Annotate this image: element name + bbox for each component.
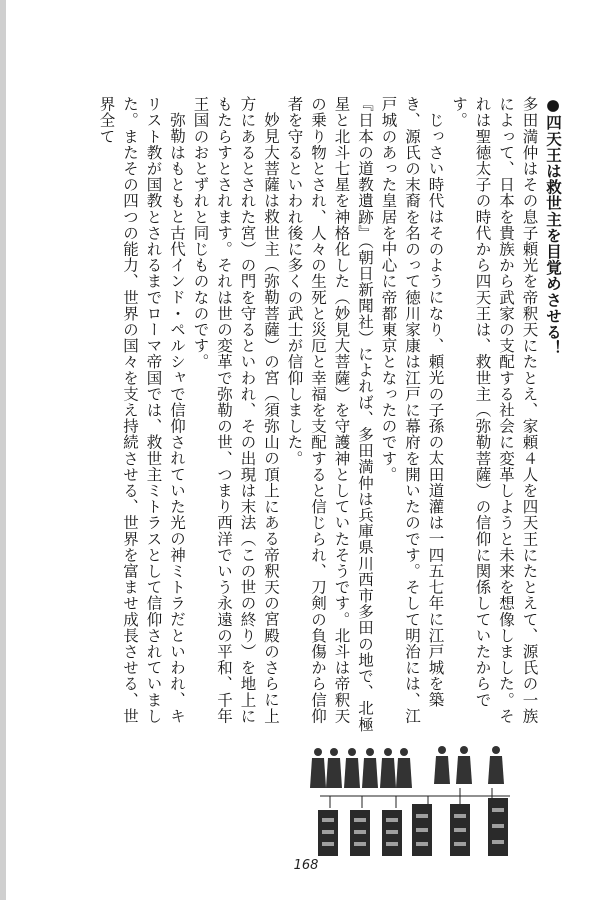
figure-2 — [326, 748, 342, 788]
paragraph-4: 妙見大菩薩は救世主（弥勒菩薩）の宮（須弥山の頂上にある帝釈天の宮殿のさらに上方にあるとされた宮）の門を守るといわれ、その出現は末法（この世の終り）を地上にもたらすとされます。それは世の変革で弥勒の世、つまり西洋でいう永遠の平和、千年王国のおとずれと同じものなのです。 — [191, 96, 280, 724]
paragraph-1: 多田満仲はその息子頼光を帝釈天にたとえ、家頼４人を四天王にたとえて、源氏の一族によって、日本を貴族から武家の支配する社会に変革しようと未来を想像しました。それは聖徳太子の時代から四天王は、救世主（弥勒菩薩）の信仰に関係していたからです。 — [450, 96, 539, 724]
paragraph-3: 『日本の道教遺跡』（朝日新聞社）によれば、多田満仲は兵庫県川西市多田の地で、北極星と北斗七星を神格化した（妙見大菩薩）を守護神としていたそうです。北斗は帝釈天の乗り物とされ、人々の生死と災厄と幸福を支配すると信じられ、刀剣の負傷から信仰者を守るといわれ後に多くの武士が信仰しました。 — [285, 96, 374, 733]
figure-7 — [434, 746, 450, 784]
deity-figures-illustration — [300, 738, 520, 872]
vertical-text-block — [97, 96, 564, 738]
page-number: 168 — [293, 858, 319, 873]
figure-9 — [488, 746, 504, 784]
figure-8 — [456, 746, 472, 784]
scan-edge — [0, 0, 6, 900]
figure-6 — [396, 748, 412, 788]
paragraph-2: じっさい時代はそのようになり、頼光の子孫の太田道灌は一四五七年に江戸城を築き、源氏の末裔を名のって徳川家康は江戸に幕府を開いたのです。そして明治には、江戸城のあった皇居を中心に帝都東京となったのです。 — [379, 96, 445, 724]
figure-3 — [344, 748, 360, 788]
figure-5 — [380, 748, 396, 788]
figure-1 — [310, 748, 326, 788]
figure-4 — [362, 748, 378, 788]
paragraph-5: 弥勒はもともと古代インド・ペルシャで信仰されていた光の神ミトラだといわれ、キリスト教が国教とされるまでローマ帝国では、救世主ミトラスとして信仰されていました。またその四つの能力、世界の国々を支え持続させる、世界を富ませ成長させる、世界全て — [97, 96, 186, 724]
section-heading: ●四天王は救世主を目覚めさせる！ — [544, 96, 562, 357]
